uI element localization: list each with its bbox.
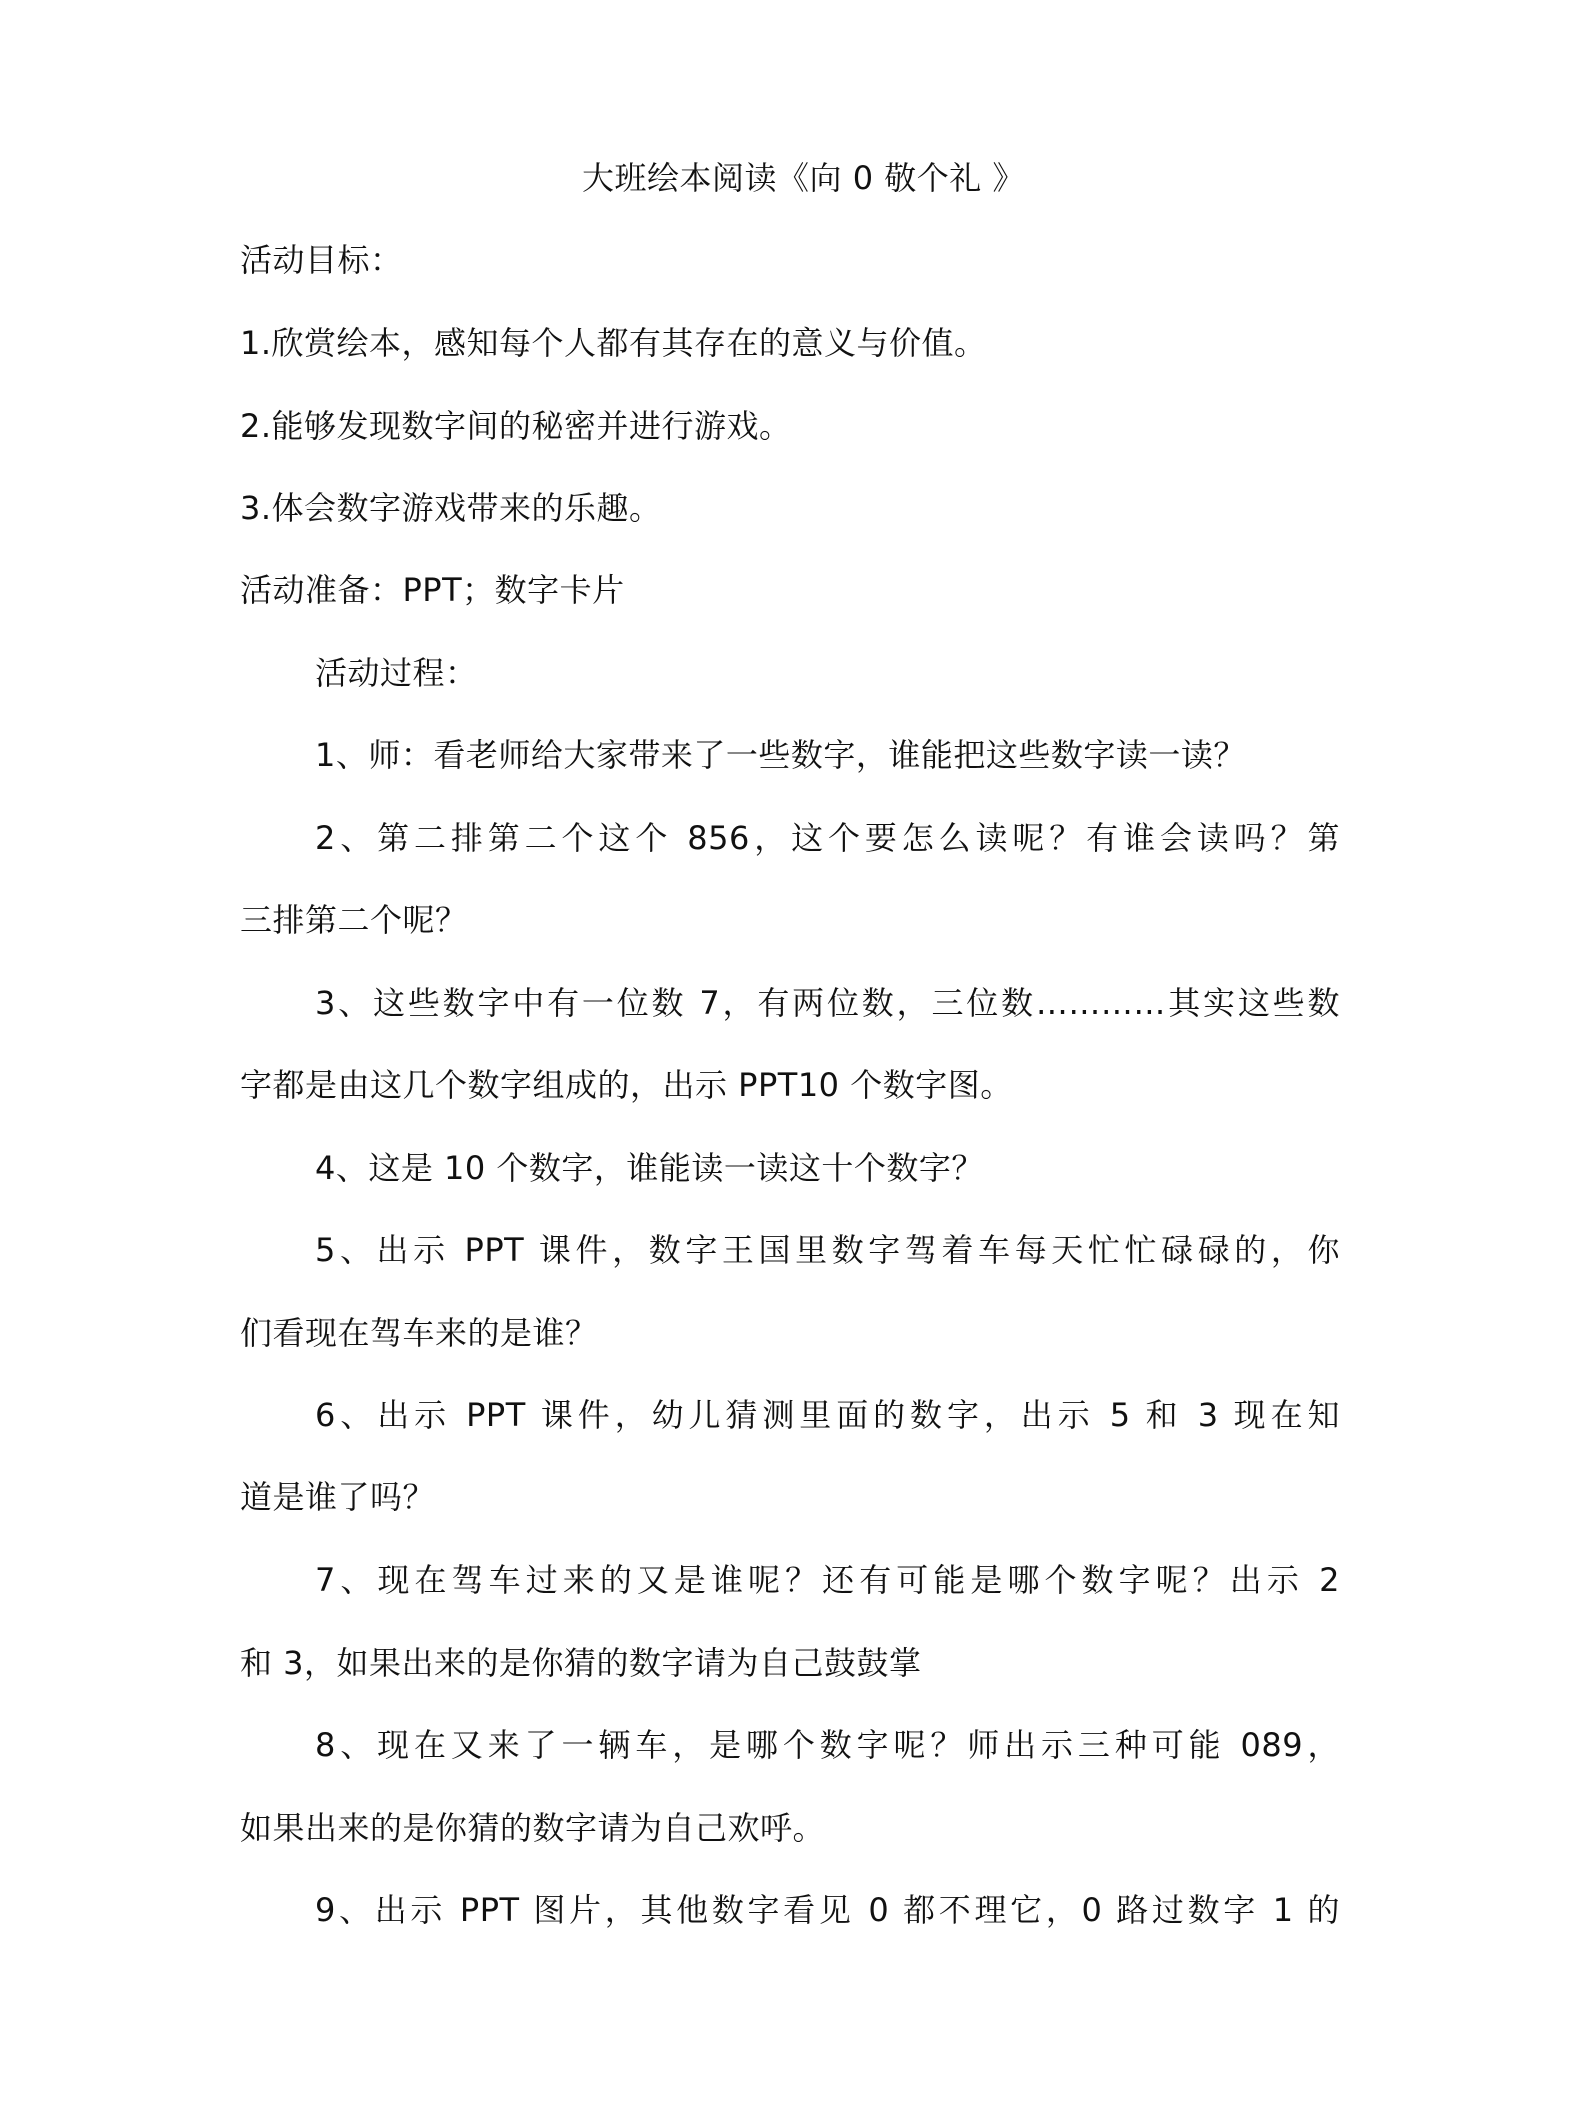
step-9-line-1: 9、出示 PPT 图片，其他数字看见 0 都不理它，0 路过数字 1 的 <box>315 1891 1340 1929</box>
step-8-line-1: 8、现在又来了一辆车，是哪个数字呢？师出示三种可能 089， <box>315 1726 1340 1764</box>
step-6-line-2: 道是谁了吗？ <box>240 1478 436 1516</box>
step-5-line-1: 5、出示 PPT 课件，数字王国里数字驾着车每天忙忙碌碌的，你 <box>315 1231 1340 1269</box>
goals-heading: 活动目标： <box>240 241 403 279</box>
step-6-line-1: 6、出示 PPT 课件，幼儿猜测里面的数字，出示 5 和 3 现在知 <box>315 1396 1340 1434</box>
document-title: 大班绘本阅读《向 0 敬个礼 》 <box>582 159 1025 197</box>
goal-item-1: 1.欣赏绘本，感知每个人都有其存在的意义与价值。 <box>240 324 987 362</box>
step-1-line-1: 1、师：看老师给大家带来了一些数字，谁能把这些数字读一读？ <box>315 736 1246 774</box>
step-5-line-2: 们看现在驾车来的是谁？ <box>240 1314 598 1352</box>
step-4-line-1: 4、这是 10 个数字，谁能读一读这十个数字？ <box>315 1149 984 1187</box>
process-heading: 活动过程： <box>315 654 478 692</box>
goal-item-2: 2.能够发现数字间的秘密并进行游戏。 <box>240 407 792 445</box>
step-7-line-1: 7、现在驾车过来的又是谁呢？还有可能是哪个数字呢？出示 2 <box>315 1561 1340 1599</box>
preparation-text: 活动准备：PPT；数字卡片 <box>240 571 625 609</box>
step-3-line-1: 3、这些数字中有一位数 7，有两位数，三位数…………其实这些数 <box>315 984 1340 1022</box>
goal-item-3: 3.体会数字游戏带来的乐趣。 <box>240 489 662 527</box>
step-2-line-1: 2、第二排第二个这个 856，这个要怎么读呢？有谁会读吗？第 <box>315 819 1340 857</box>
step-8-line-2: 如果出来的是你猜的数字请为自己欢呼。 <box>240 1809 826 1847</box>
step-3-line-2: 字都是由这几个数字组成的，出示 PPT10 个数字图。 <box>240 1066 1013 1104</box>
step-2-line-2: 三排第二个呢？ <box>240 901 468 939</box>
step-7-line-2: 和 3，如果出来的是你猜的数字请为自己鼓鼓掌 <box>240 1644 922 1682</box>
